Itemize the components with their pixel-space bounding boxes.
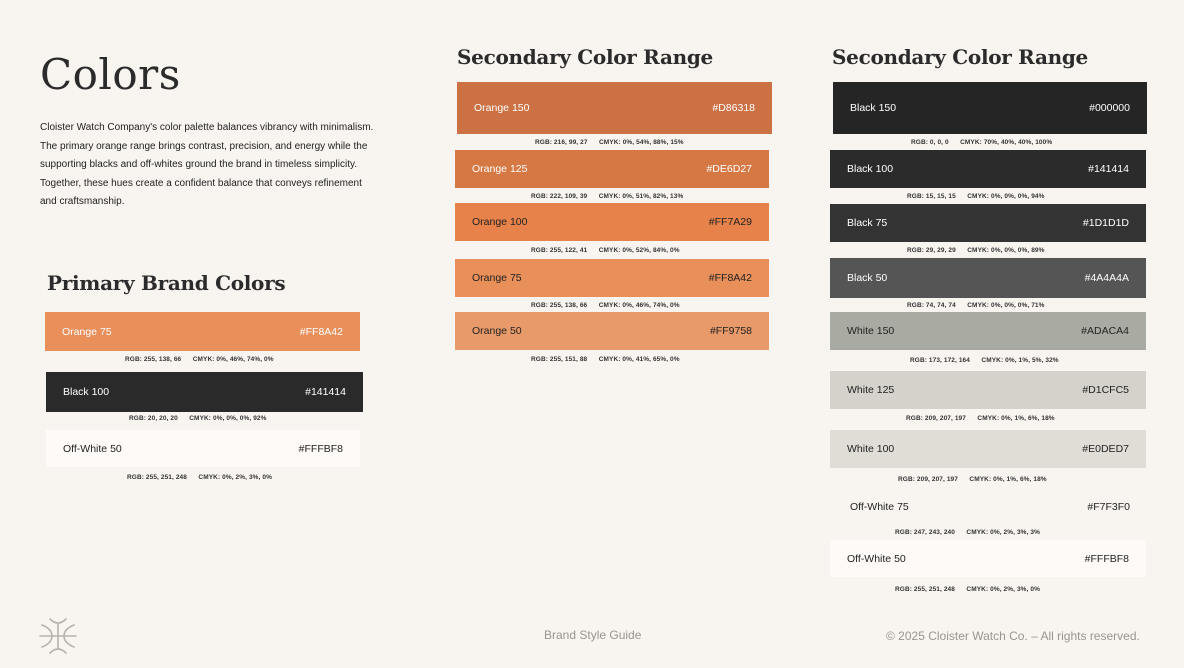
swatch-cmyk: CMYK: 0%, 0%, 0%, 89% [967,247,1045,254]
cloister-mark-icon [38,617,78,655]
swatch-specs [531,247,680,254]
swatch-specs [907,247,1045,254]
swatch-rgb: RGB: 247, 243, 240 [895,529,955,536]
color-swatch [830,430,1146,468]
swatch-hex: #ADACA4 [1081,325,1129,337]
swatch-specs [531,302,680,309]
swatch-hex: #D1CFC5 [1082,384,1129,396]
color-swatch [830,150,1146,188]
swatch-cmyk: CMYK: 0%, 46%, 74%, 0% [192,356,274,363]
swatch-cmyk: CMYK: 0%, 1%, 5%, 32% [981,357,1059,364]
swatch-name: Black 50 [847,272,888,284]
page-title: Colors [40,50,181,99]
swatch-specs [907,302,1045,309]
color-swatch [833,490,1147,524]
intro-paragraph: Cloister Watch Company's color palette balances vibrancy with minimalism. The primary orange range brings contrast, precision, and energy while the supporting blacks and off-whites ground the brand in timeless simplicity. Together, these hues create a confident balance that conveys refinement and craftsmanship. [40,122,374,207]
color-swatch [830,258,1146,298]
swatch-hex: #141414 [1088,163,1129,175]
swatch-cmyk: CMYK: 0%, 52%, 84%, 0% [598,247,680,254]
swatch-name: Off-White 50 [847,552,906,565]
swatch-cmyk: CMYK: 0%, 0%, 0%, 92% [189,415,267,422]
swatch-name: Orange 150 [474,102,530,114]
swatch-hex: #FF8A42 [708,272,752,284]
secondary-range-heading-orange: Secondary Color Range [457,45,713,69]
swatch-name: Black 100 [847,163,894,175]
swatch-specs [910,357,1059,364]
footer-center-text: Brand Style Guide [544,628,642,642]
swatch-rgb: RGB: 255, 122, 41 [531,247,588,254]
primary-colors-heading: Primary Brand Colors [47,271,286,295]
swatch-specs [895,529,1040,536]
swatch-specs [895,586,1040,593]
swatch-hex: #FF9758 [709,325,752,337]
swatch-specs [127,474,272,481]
swatch-name: Black 150 [850,102,897,114]
swatch-hex: #DE6D27 [706,163,752,175]
color-swatch [830,540,1146,577]
color-swatch [455,203,769,241]
swatch-cmyk: CMYK: 0%, 2%, 3%, 0% [198,474,272,481]
color-swatch [830,371,1146,409]
swatch-name: Off-White 75 [850,501,909,513]
swatch-cmyk: CMYK: 0%, 0%, 0%, 71% [967,302,1045,309]
swatch-name: Orange 100 [472,216,528,228]
swatch-rgb: RGB: 0, 0, 0 [911,139,949,146]
swatch-cmyk: CMYK: 0%, 2%, 3%, 0% [966,586,1040,593]
swatch-cmyk: CMYK: 70%, 40%, 40%, 100% [960,139,1053,146]
swatch-specs [907,193,1045,200]
swatch-rgb: RGB: 255, 138, 66 [125,356,182,363]
color-swatch [46,430,360,467]
color-swatch [455,150,769,188]
swatch-hex: #4A4A4A [1084,272,1129,284]
swatch-specs [125,356,274,363]
swatch-rgb: RGB: 255, 151, 88 [531,356,588,363]
swatch-name: Orange 75 [62,325,112,338]
swatch-hex: #E0DED7 [1082,443,1129,455]
swatch-name: White 100 [847,443,895,455]
swatch-hex: #141414 [305,386,346,398]
swatch-name: White 125 [847,384,895,396]
swatch-cmyk: CMYK: 0%, 41%, 65%, 0% [598,356,680,363]
color-swatch [46,372,363,412]
swatch-specs [898,476,1047,483]
swatch-hex: #1D1D1D [1082,217,1129,229]
swatch-specs [535,139,684,146]
swatch-hex: #FFFBF8 [298,442,343,455]
swatch-specs [906,415,1055,422]
color-swatch [457,82,772,134]
color-swatch [455,259,769,297]
color-swatch [833,82,1147,134]
color-swatch [830,204,1146,242]
color-swatch [830,312,1146,350]
swatch-name: Black 75 [847,217,888,229]
swatch-specs [911,139,1052,146]
swatch-name: Off-White 50 [63,442,122,455]
swatch-specs [129,415,267,422]
swatch-name: Orange 75 [472,272,522,284]
swatch-hex: #FF8A42 [299,325,343,338]
swatch-cmyk: CMYK: 0%, 1%, 6%, 18% [977,415,1055,422]
swatch-rgb: RGB: 222, 109, 39 [531,193,588,200]
swatch-rgb: RGB: 74, 74, 74 [907,302,956,309]
footer-logo-icon [38,617,78,655]
swatch-cmyk: CMYK: 0%, 1%, 6%, 18% [969,476,1047,483]
swatch-hex: #FFFBF8 [1084,552,1129,565]
swatch-rgb: RGB: 29, 29, 29 [907,247,956,254]
swatch-rgb: RGB: 255, 251, 248 [127,474,187,481]
swatch-name: Orange 125 [472,163,528,175]
swatch-specs [531,356,680,363]
swatch-specs [531,193,683,200]
swatch-hex: #000000 [1089,102,1130,114]
swatch-rgb: RGB: 255, 251, 248 [895,586,955,593]
swatch-name: Orange 50 [472,325,522,337]
swatch-rgb: RGB: 209, 207, 197 [898,476,958,483]
swatch-rgb: RGB: 216, 99, 27 [535,139,588,146]
swatch-cmyk: CMYK: 0%, 0%, 0%, 94% [967,193,1045,200]
swatch-cmyk: CMYK: 0%, 46%, 74%, 0% [598,302,680,309]
swatch-rgb: RGB: 173, 172, 164 [910,357,970,364]
swatch-rgb: RGB: 255, 138, 66 [531,302,588,309]
swatch-rgb: RGB: 15, 15, 15 [907,193,956,200]
swatch-hex: #FF7A29 [708,216,752,228]
color-swatch [45,312,360,351]
swatch-hex: #D86318 [712,102,755,114]
swatch-cmyk: CMYK: 0%, 51%, 82%, 13% [598,193,684,200]
footer-copyright: © 2025 Cloister Watch Co. – All rights reserved. [886,629,1140,643]
swatch-name: White 150 [847,325,895,337]
color-swatch [455,312,769,350]
secondary-range-heading-neutral: Secondary Color Range [832,45,1088,69]
swatch-name: Black 100 [63,386,110,398]
swatch-hex: #F7F3F0 [1087,501,1130,513]
swatch-cmyk: CMYK: 0%, 54%, 88%, 15% [598,139,684,146]
swatch-cmyk: CMYK: 0%, 2%, 3%, 3% [966,529,1040,536]
swatch-rgb: RGB: 209, 207, 197 [906,415,966,422]
swatch-rgb: RGB: 20, 20, 20 [129,415,178,422]
